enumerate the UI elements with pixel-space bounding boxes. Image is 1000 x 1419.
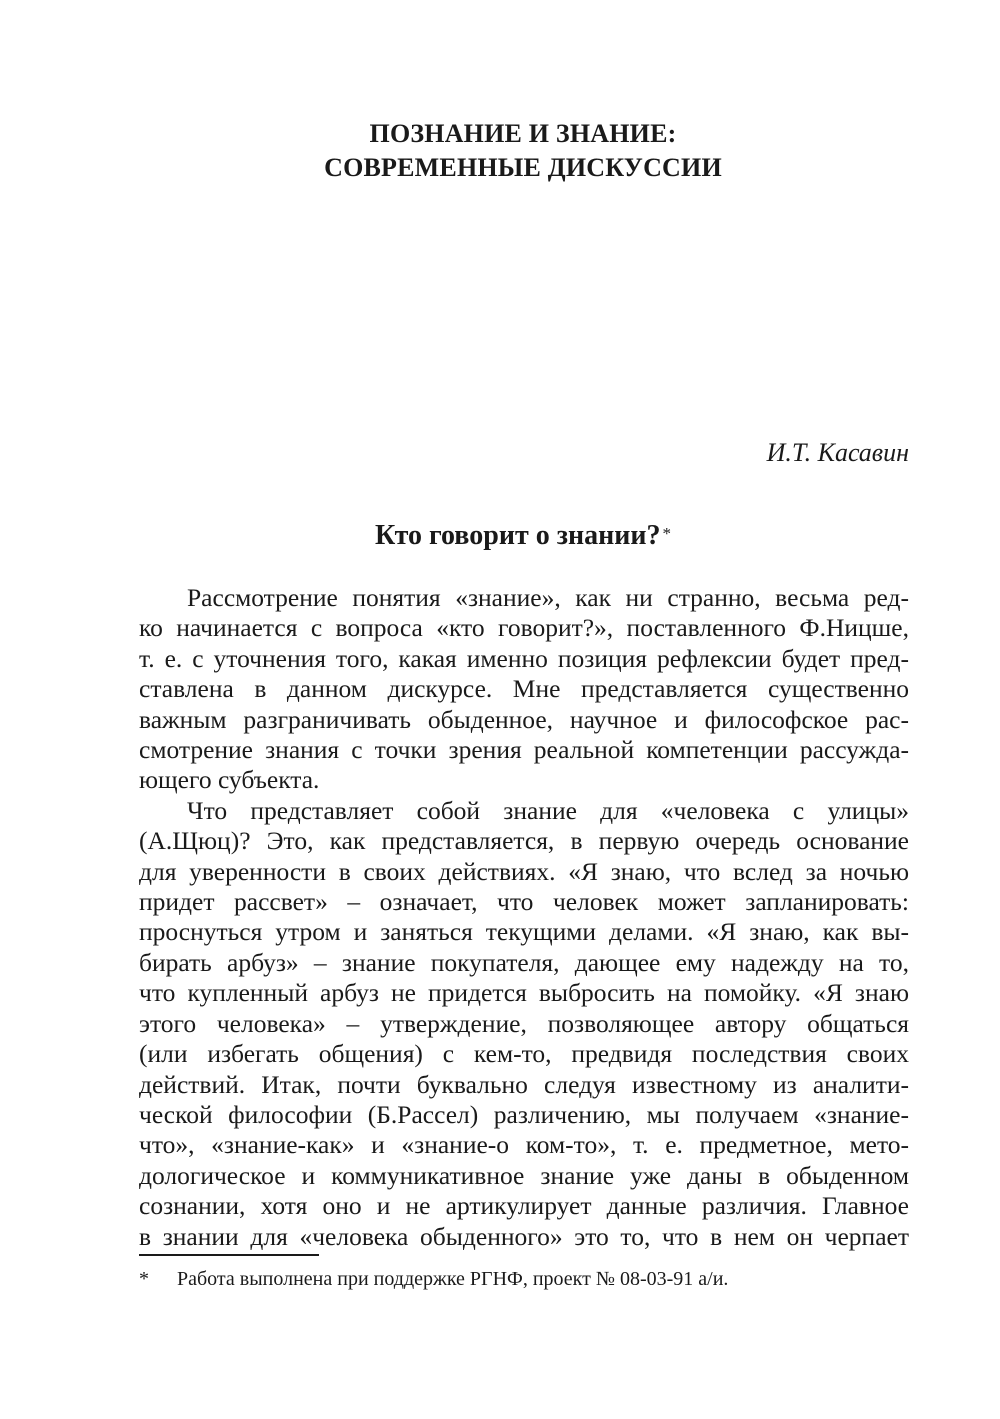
footnote-reference-mark: * xyxy=(662,524,671,543)
section-title-line-2: СОВРЕМЕННЫЕ ДИСКУССИИ xyxy=(324,153,722,182)
paragraph-line: придет рассвет» – означает, что человек может запланировать: xyxy=(139,887,909,917)
paragraph-line: важным разграничивать обыденное, научное и философское рас- xyxy=(139,704,909,734)
article-title-text: Кто говорит о знании? xyxy=(375,520,661,551)
paragraph-line: ко начинается с вопроса «кто говорит?», поставленного Ф.Ницше, xyxy=(139,613,909,643)
footnote-divider xyxy=(139,1254,319,1256)
paragraph-line: Что представляет собой знание для «человека с улицы» xyxy=(187,795,909,825)
paragraph-line: что», «знание-как» и «знание-о ком-то», т. е. предметное, мето- xyxy=(139,1130,909,1160)
author-name: И.Т. Касавин xyxy=(766,438,909,467)
section-title xyxy=(0,117,1000,185)
footnote xyxy=(139,1266,728,1292)
paragraph-line: дологическое и коммуникативное знание уже даны в обыденном xyxy=(139,1160,909,1190)
paragraph-line: этого человека» – утверждение, позволяющее автору общаться xyxy=(139,1008,909,1038)
paragraph-line: проснуться утром и заняться текущими делами. «Я знаю, как вы- xyxy=(139,917,909,947)
paragraph-line: т. е. с уточнения того, какая именно позиция рефлексии будет пред- xyxy=(139,643,909,673)
paragraph-line: в знании для «человека обыденного» это то, что в нем он черпает xyxy=(139,1221,909,1251)
paragraph-line: Рассмотрение понятия «знание», как ни странно, весьма ред- xyxy=(187,583,909,612)
footnote-mark: * xyxy=(139,1268,149,1290)
paragraph-line: ческой философии (Б.Рассел) различению, мы получаем «знание- xyxy=(139,1099,909,1129)
paragraph-line: что купленный арбуз не придется выбросить на помойку. «Я знаю xyxy=(139,978,909,1008)
article-body xyxy=(139,583,909,1252)
article-title xyxy=(0,516,1000,554)
section-title-line-1: ПОЗНАНИЕ И ЗНАНИЕ: xyxy=(369,119,677,148)
paragraph-line: сознании, хотя оно и не артикулирует данные различия. Главное xyxy=(139,1191,909,1221)
paragraph-line: (или избегать общения) с кем-то, предвидя последствия своих xyxy=(139,1039,909,1069)
paragraph-2 xyxy=(139,796,909,1252)
footnote-text: Работа выполнена при поддержке РГНФ, проект № 08-03-91 а/и. xyxy=(177,1268,729,1290)
paragraph-line: смотрение знания с точки зрения реальной компетенции рассужда- xyxy=(139,735,909,765)
paragraph-line: ющего субъекта. xyxy=(139,765,320,795)
paragraph-line: (А.Щюц)? Это, как представляется, в первую очередь основание xyxy=(139,826,909,856)
paragraph-line: для уверенности в своих действиях. «Я знаю, что вслед за ночью xyxy=(139,856,909,886)
paragraph-1 xyxy=(139,583,909,796)
paragraph-line: бирать арбуз» – знание покупателя, дающее ему надежду на то, xyxy=(139,947,909,977)
paragraph-line: действий. Итак, почти буквально следуя известному из аналити- xyxy=(139,1069,909,1099)
paragraph-line: ставлена в данном дискурсе. Мне представляется существенно xyxy=(139,674,909,704)
